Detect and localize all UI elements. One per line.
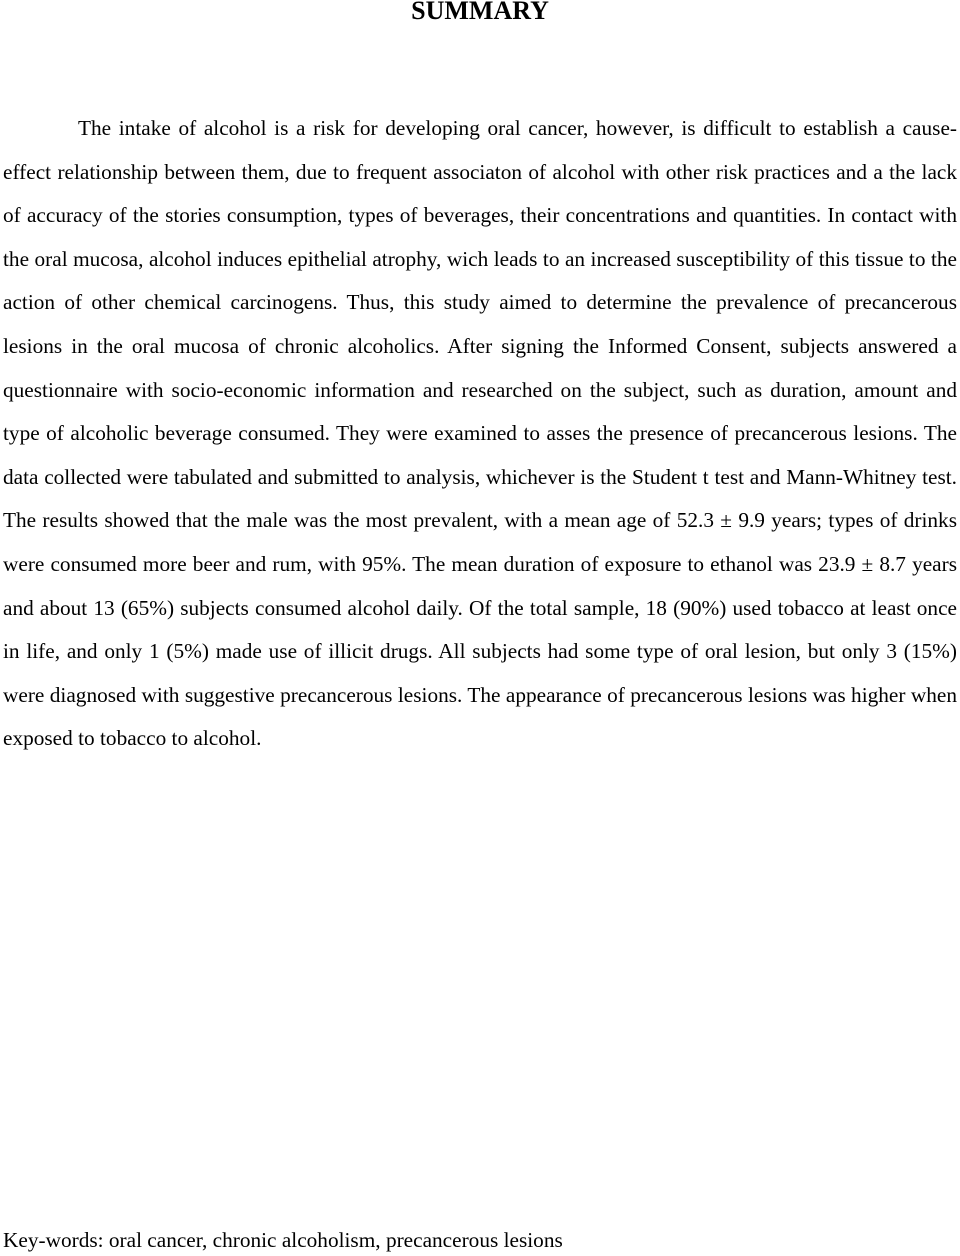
abstract-paragraph: The intake of alcohol is a risk for developing oral cancer, however, is difficult to establish a cause-effect relationship between them, due to frequent associaton of alcohol with other risk practices and a the lack of accuracy of the stories consumption, types of beverages, their concentrations and quantities. In contact with the oral mucosa, alcohol induces epithelial atrophy, wich leads to an increased susceptibility of this tissue to the action of other chemical carcinogens. Thus, this study aimed to determine the prevalence of precancerous lesions in the oral mucosa of chronic alcoholics. After signing the Informed Consent, subjects answered a questionnaire with socio-economic information and researched on the subject, such as duration, amount and type of alcoholic beverage consumed. They were examined to asses the presence of precancerous lesions. The data collected were tabulated and submitted to analysis, whichever is the Student t test and Mann-Whitney test. The results showed that the male was the most prevalent, with a mean age of 52.3 ± 9.9 years; types of drinks were consumed more beer and rum, with 95%. The mean duration of exposure to ethanol was 23.9 ± 8.7 years and about 13 (65%) subjects consumed alcohol daily. Of the total sample, 18 (90%) used tobacco at least once in life, and only 1 (5%) made use of illicit drugs. All subjects had some type of oral lesion, but only 3 (15%) were diagnosed with suggestive precancerous lesions. The appearance of precancerous lesions was higher when exposed to tobacco to alcohol. [3,116,957,751]
page-title: SUMMARY [411,0,549,25]
keywords-line: Key-words: oral cancer, chronic alcoholism, precancerous lesions [3,1228,563,1252]
